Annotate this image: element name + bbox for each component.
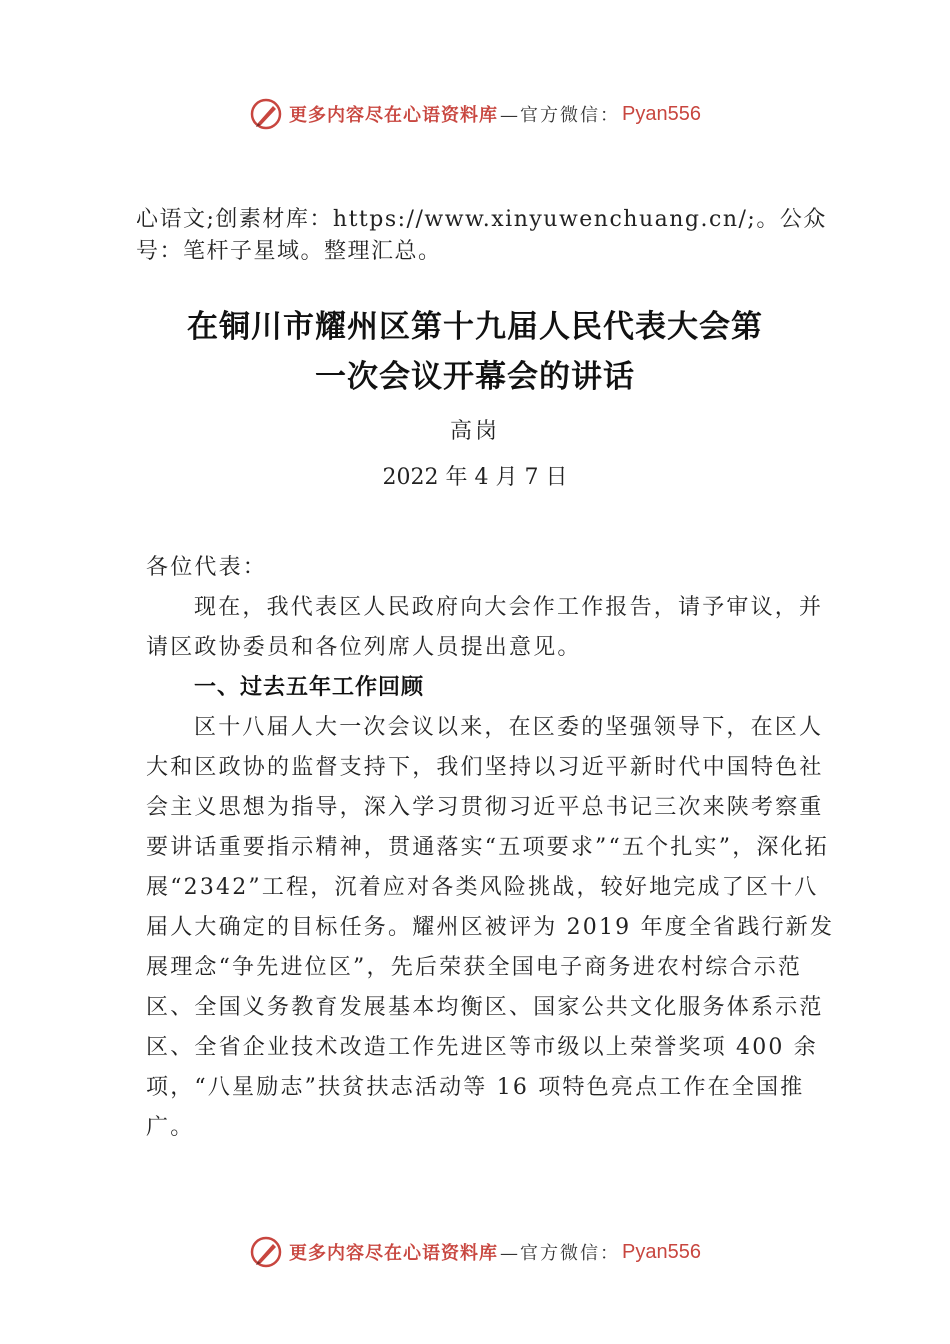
author: 高岗 <box>449 419 500 444</box>
source-line: 心语文;创素材库：https://www.xinyuwenchuang.cn/;。公众号：笔杆子星域。整理汇总。 <box>136 207 827 264</box>
header-banner <box>0 94 950 134</box>
banner-main-text: 更多内容尽在心语资料库 <box>289 1243 499 1264</box>
document-title <box>110 302 840 402</box>
banner-sub-text: —官方微信： <box>500 1243 621 1264</box>
salutation: 各位代表： <box>146 555 268 580</box>
title-line-2: 一次会议开幕会的讲话 <box>315 359 635 395</box>
pen-logo-icon <box>249 1235 283 1269</box>
title-line-1: 在铜川市耀州区第十九届人民代表大会第 <box>187 309 763 345</box>
section-heading: 一、过去五年工作回顾 <box>194 675 425 700</box>
footer-banner <box>0 1232 950 1272</box>
intro-paragraph: 现在，我代表区人民政府向大会作工作报告，请予审议，并请区政协委员和各位列席人员提出意见。 <box>146 595 824 660</box>
banner-sub-text: —官方微信： <box>500 105 621 126</box>
banner-main-text: 更多内容尽在心语资料库 <box>289 105 499 126</box>
date: 2022 年 4 月 7 日 <box>382 465 568 490</box>
document-body <box>146 548 836 1148</box>
banner-wechat-id: Pyan556 <box>622 102 701 125</box>
section-paragraph: 区十八届人大一次会议以来，在区委的坚强领导下，在区人大和区政协的监督支持下，我们坚持以习近平新时代中国特色社会主义思想为指导，深入学习贯彻习近平总书记三次来陕考察重要讲话重要指示精神，贯通落实“五项要求”“五个扎实”，深化拓展“2342”工程，沉着应对各类风险挑战，较好地完成了区十八届人大确定的目标任务。耀州区被评为 2019 年度全省践行新发展理念“争先进位区”，先后荣获全国电子商务进农村综合示范区、全国义务教育发展基本均衡区、国家公共文化服务体系示范区、全省企业技术改造工作先进区等市级以上荣誉奖项 400 余项，“八星励志”扶贫扶志活动等 16 项特色亮点工作在全国推广。 <box>146 715 835 1140</box>
banner-wechat-id: Pyan556 <box>622 1240 701 1263</box>
pen-logo-icon <box>249 97 283 131</box>
